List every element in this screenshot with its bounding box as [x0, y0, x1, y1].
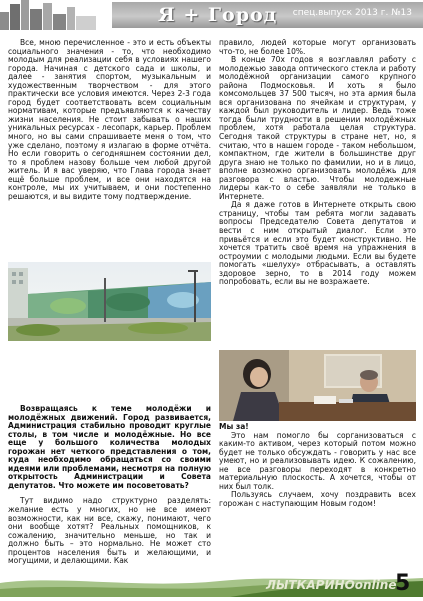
left-paragraph-1: Все, мною перечисленное - это и есть объекты социального значения - то, что необходимо молодым для реализации себя в условиях нашего города. Начиная с детского сада и школы, и далее - занятия спортом, музыкальным и художественным творчеством - для этого практически все условия имеются. Через 2-3 года город будет соответствовать всем социальным нормативам, которые предъявляются к качеству жизни населения. Не стоит забывать о наших уникальных ресурсах - лесопарк, карьер. Проблем много, но вы сами спрашиваете меня о том, что уже сделано, поэтому я излагаю в форме отчёта. Но если говорить о сегодняшнем состоянии дел, то я проблем назову больше чем любой другой житель. И я вас уверяю, что Глава города знает ещё больше проблем, и все они находятся на контроле, мы их учитываем, и они постепенно решаются, и вы видите тому подтверждение.: [8, 38, 211, 201]
interview-question: Возвращаясь к теме молодёжи и молодёжных движений. Город развивается, Администрация стабильно проводит круглые столы, в том числе и молодёжные. Но все еще у большого количества молодых горожан нет четкого представления о том, куда необходимо обращаться со своими идеями или проблемами, несмотря на полную открытость Администрации и Совета депутатов. Что можете им посоветовать?: [8, 404, 211, 490]
right-paragraph-3: Да я даже готов в Интернете открыть свою страницу, чтобы там ребята могли задавать вопросы Председателю Совета депутатов и вести с ним открытый диалог. Если это привьётся и если это будет конструктивно. Не хочется тратить своё время на упражнения в остроумии с молодыми людьми. Если вы будете помогать «шелуху» отбрасывать, а оставлять здоровое зерно, то в 2014 году можем попробовать, если вы не возражаете.: [219, 200, 416, 287]
street-mural-photo: [8, 262, 211, 341]
right-column-top: [219, 39, 416, 287]
issue-label: спец.выпуск 2013 г. №13: [292, 8, 412, 18]
page-header: [0, 0, 423, 30]
city-skyline-icon: [0, 0, 96, 30]
right-paragraph-4: Это нам помогло бы сорганизоваться с каким-то активом, через который потом можно будет не только обсуждать - говорить у нас все умеют, но и реализовывать идею. К сожалению, не все разговоры переходят в конкретно материальную плоскость. А хочется, чтобы от них был толк.: [219, 430, 416, 491]
left-paragraph-2: Тут видимо надо структурно разделять: желание есть у многих, но не все имеют возможности, как ни все, скажу, понимают, чего они вообще хотят? Реальных помощников, к сожалению, значительно меньше, но так и должно быть – это нормально. Не может сто процентов населения быть и желающими, и могущими, и делающими. Как: [8, 496, 211, 566]
site-logo: [266, 578, 396, 592]
right-paragraph-2: В конце 70х годов я возглавлял работу с молодежью завода оптического стекла и работу молодёжной организации самого крупного района Подмосковья. И хоть я было комсомольцев 37 500 тысяч, но эта армия была вся организована по ячейкам и структурам, у каждой был руководитель и лидер. Ведь тоже тогда были трудности в решении молодёжных проблем, хотя работала целая структура. Сегодня такой структуры в стране нет, но, я считаю, что в нашем городе - таком небольшом, компактном, где жители в большинстве друг друга знаю не только по фамилии, но и в лицо, вполне возможно организовать молодёжь для разговора с властью. Чтобы молодежные лидеры как-то о себе заявляли не только в Интернете.: [219, 55, 416, 201]
right-column-bottom: [219, 423, 416, 508]
logo-suffix: online: [354, 578, 397, 592]
section-title: Я + Город: [158, 4, 278, 26]
left-column-bottom: [8, 405, 211, 566]
right-paragraph-1: правило, людей которые могут организовать что-то, не более 10%.: [219, 38, 416, 56]
page-number: 5: [395, 571, 411, 596]
answer-lead: Мы за!: [219, 422, 249, 431]
meeting-photo: [219, 350, 416, 421]
left-column-top: [8, 39, 211, 201]
logo-main: ЛЫТКАРИНО: [266, 578, 355, 592]
right-paragraph-5: Пользуясь случаем, хочу поздравить всех горожан с наступающим Новым годом!: [219, 490, 416, 508]
